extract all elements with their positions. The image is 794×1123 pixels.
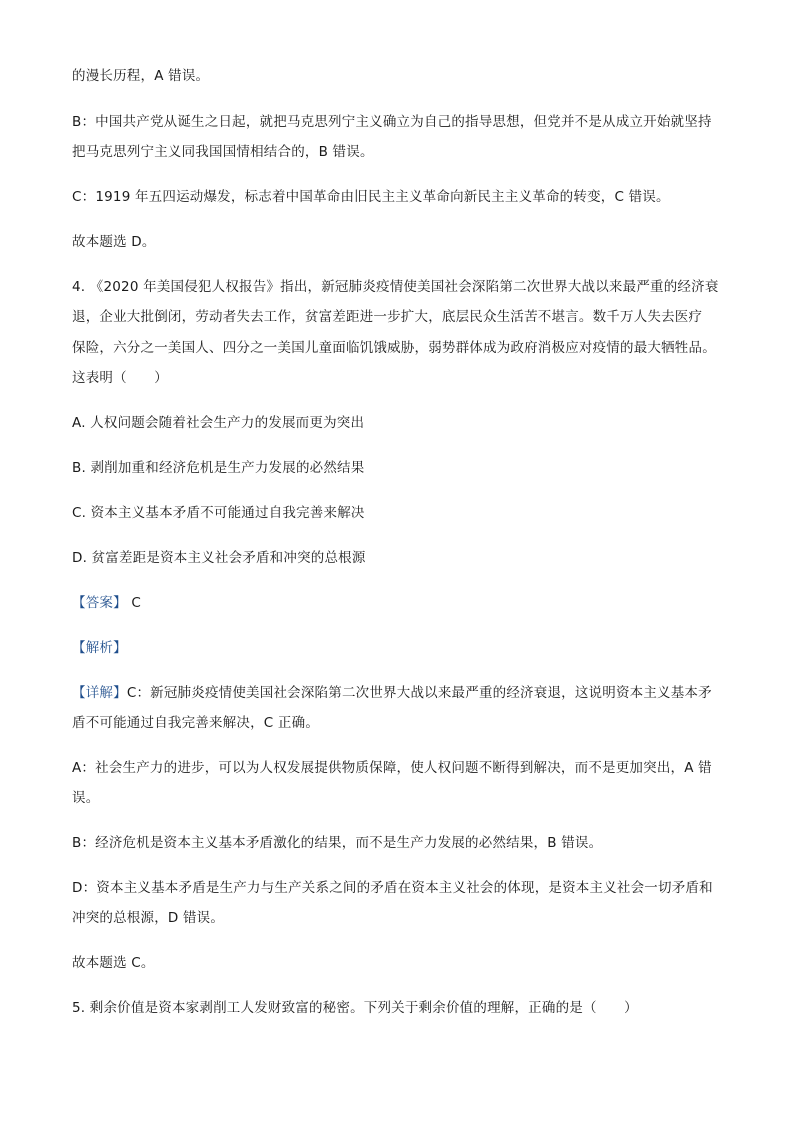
q4-stem-line-1: 4. 《2020 年美国侵犯人权报告》指出，新冠肺炎疫情使美国社会深陷第二次世界大战以来最严重的经济衰 — [72, 279, 719, 295]
q4-explain-d-line-2: 冲突的总根源，D 错误。 — [72, 910, 225, 926]
q4-stem-line-2: 退，企业大批倒闭，劳动者失去工作，贫富差距进一步扩大，底层民众生活苦不堪言。数千万人失去医疗 — [72, 309, 703, 325]
q4-option-d: D. 贫富差距是资本主义社会矛盾和冲突的总根源 — [72, 550, 366, 566]
q4-stem-line-4: 这表明（ ） — [72, 370, 168, 386]
q4-detail-line-2: 盾不可能通过自我完善来解决，C 正确。 — [72, 715, 320, 731]
q4-option-a: A. 人权问题会随着社会生产力的发展而更为突出 — [72, 415, 365, 431]
q4-explain-a-line-1: A：社会生产力的进步，可以为人权发展提供物质保障，使人权问题不断得到解决，而不是更加突出，A 错 — [72, 760, 712, 776]
q4-explain-b: B：经济危机是资本主义基本矛盾激化的结果，而不是生产力发展的必然结果，B 错误。 — [72, 835, 603, 851]
q4-option-b: B. 剥削加重和经济危机是生产力发展的必然结果 — [72, 460, 365, 476]
q4-explain-d-line-1: D：资本主义基本矛盾是生产力与生产关系之间的矛盾在资本主义社会的体现，是资本主义社会一切矛盾和 — [72, 880, 713, 896]
answer-value: C — [131, 595, 141, 611]
q4-option-c: C. 资本主义基本矛盾不可能通过自我完善来解决 — [72, 505, 365, 521]
prev-explanation-a-tail: 的漫长历程，A 错误。 — [72, 68, 210, 84]
prev-explanation-b-line-2: 把马克思列宁主义同我国国情相结合的，B 错误。 — [72, 144, 374, 160]
analysis-tag: 【解析】 — [72, 640, 127, 656]
answer-tag: 【答案】 — [72, 595, 127, 611]
q4-answer — [72, 595, 732, 611]
q4-detail-line-1 — [72, 685, 732, 701]
q4-conclusion: 故本题选 C。 — [72, 955, 155, 971]
prev-conclusion: 故本题选 D。 — [72, 234, 156, 250]
detail-text-1: C：新冠肺炎疫情使美国社会深陷第二次世界大战以来最严重的经济衰退，这说明资本主义基本矛 — [126, 685, 712, 701]
q4-stem-line-3: 保险，六分之一美国人、四分之一美国儿童面临饥饿威胁，弱势群体成为政府消极应对疫情的最大牺牲品。 — [72, 340, 716, 356]
q4-analysis-heading — [72, 640, 732, 656]
detail-tag: 【详解】 — [72, 685, 127, 701]
q4-explain-a-line-2: 误。 — [72, 790, 100, 806]
prev-explanation-c: C：1919 年五四运动爆发，标志着中国革命由旧民主主义革命向新民主主义革命的转变，C 错误。 — [72, 189, 670, 205]
prev-explanation-b-line-1: B：中国共产党从诞生之日起，就把马克思列宁主义确立为自己的指导思想，但党并不是从成立开始就坚持 — [72, 114, 712, 130]
q5-stem: 5. 剩余价值是资本家剥削工人发财致富的秘密。下列关于剩余价值的理解，正确的是（ ） — [72, 1000, 638, 1016]
